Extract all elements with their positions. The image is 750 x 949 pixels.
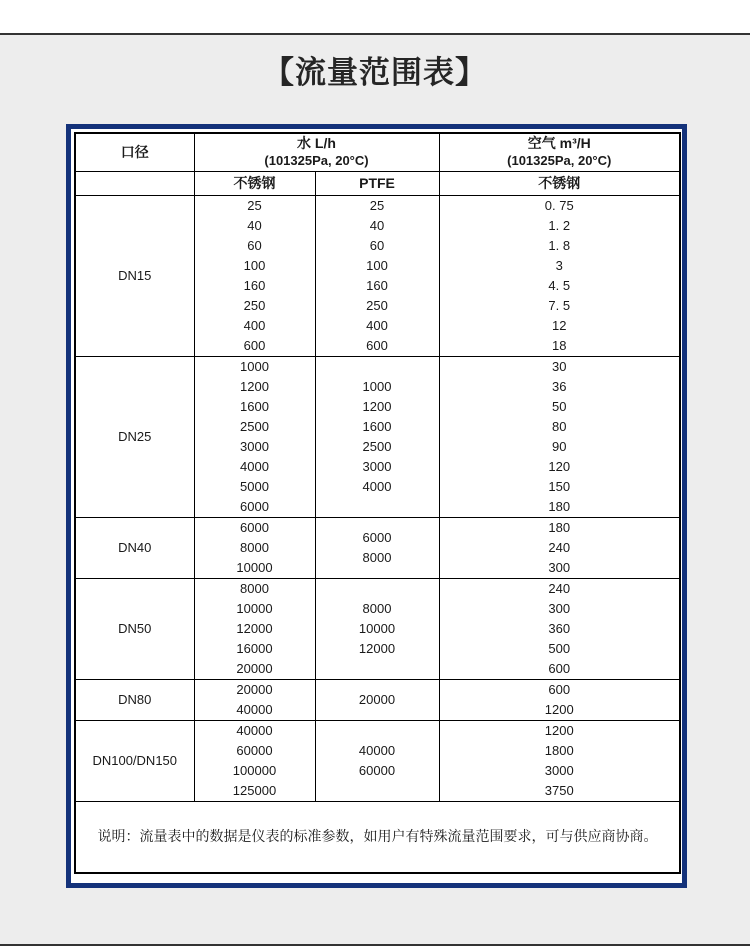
water-stainless-values-cell bbox=[194, 195, 315, 356]
table-section-row bbox=[75, 195, 680, 356]
water-stainless-values-cell bbox=[194, 356, 315, 517]
value-line: 10000 bbox=[358, 620, 396, 636]
header-water bbox=[194, 133, 439, 171]
value-line: 250 bbox=[243, 297, 266, 313]
value-line: 25 bbox=[247, 197, 262, 213]
value-line: 7. 5 bbox=[548, 297, 571, 313]
table-section-row bbox=[75, 578, 680, 679]
value-line: 100 bbox=[366, 257, 388, 273]
value-line: 50 bbox=[552, 398, 567, 414]
value-line: 1000 bbox=[240, 358, 269, 374]
value-line: 3 bbox=[555, 257, 563, 273]
diameter-cell: DN100/DN150 bbox=[75, 720, 194, 801]
value-line: 90 bbox=[552, 438, 567, 454]
value-line: 600 bbox=[548, 660, 571, 676]
value-line: 3000 bbox=[362, 458, 392, 474]
bottom-divider-rule bbox=[0, 944, 750, 946]
value-line: 80 bbox=[552, 418, 567, 434]
water-ptfe-values-cell bbox=[315, 356, 439, 517]
value-line: 4000 bbox=[240, 458, 269, 474]
value-line: 3000 bbox=[544, 762, 574, 778]
water-ptfe-values-cell bbox=[315, 517, 439, 578]
value-line: 10000 bbox=[236, 559, 273, 575]
diameter-cell: DN50 bbox=[75, 578, 194, 679]
air-stainless-values-cell bbox=[439, 720, 680, 801]
value-line: 40000 bbox=[358, 742, 396, 758]
water-stainless-values-cell bbox=[194, 578, 315, 679]
value-line: 600 bbox=[548, 681, 571, 697]
flow-table-body bbox=[75, 195, 680, 801]
value-line: 1800 bbox=[544, 742, 574, 758]
header-air-conditions: (101325Pa, 20°C) bbox=[507, 153, 612, 169]
value-line: 1600 bbox=[362, 418, 392, 434]
header-diameter bbox=[75, 133, 194, 171]
value-line: 40 bbox=[247, 217, 262, 233]
subheader-water-stainless: 不锈钢 bbox=[194, 171, 315, 195]
value-line: 100000 bbox=[232, 762, 277, 778]
air-stainless-values-cell bbox=[439, 578, 680, 679]
value-line: 100 bbox=[243, 257, 266, 273]
value-line: 120 bbox=[548, 458, 571, 474]
value-line: 8000 bbox=[362, 600, 392, 616]
note-row bbox=[75, 801, 680, 873]
air-stainless-values-cell bbox=[439, 195, 680, 356]
table-section-row bbox=[75, 356, 680, 517]
subheader-empty bbox=[75, 171, 194, 195]
value-line: 400 bbox=[366, 317, 388, 333]
flow-range-table-frame bbox=[66, 124, 687, 888]
value-line: 6000 bbox=[362, 529, 392, 545]
value-line: 2500 bbox=[362, 438, 392, 454]
value-line: 12000 bbox=[236, 620, 273, 636]
value-line: 160 bbox=[243, 277, 266, 293]
value-line: 300 bbox=[548, 600, 571, 616]
value-line: 3750 bbox=[544, 782, 574, 798]
value-line: 3000 bbox=[240, 438, 269, 454]
value-line: 25 bbox=[369, 197, 385, 213]
water-ptfe-values-cell bbox=[315, 720, 439, 801]
header-water-unit: 水 L/h bbox=[297, 135, 336, 152]
value-line: 180 bbox=[548, 519, 571, 535]
header-row-materials bbox=[75, 171, 680, 195]
table-section-row bbox=[75, 517, 680, 578]
value-line: 240 bbox=[548, 580, 571, 596]
value-line: 8000 bbox=[240, 580, 269, 596]
value-line: 4000 bbox=[362, 478, 392, 494]
value-line: 1. 2 bbox=[548, 217, 571, 233]
water-ptfe-values-cell bbox=[315, 195, 439, 356]
value-line: 1. 8 bbox=[548, 237, 571, 253]
value-line: 2500 bbox=[240, 418, 269, 434]
value-line: 60 bbox=[369, 237, 385, 253]
value-line: 16000 bbox=[236, 640, 273, 656]
value-line: 1000 bbox=[362, 378, 392, 394]
value-line: 40 bbox=[369, 217, 385, 233]
water-ptfe-values-cell bbox=[315, 578, 439, 679]
air-stainless-values-cell bbox=[439, 356, 680, 517]
value-line: 6000 bbox=[240, 498, 269, 514]
value-line: 160 bbox=[366, 277, 388, 293]
air-stainless-values-cell bbox=[439, 679, 680, 720]
value-line: 0. 75 bbox=[544, 197, 574, 213]
diameter-cell: DN40 bbox=[75, 517, 194, 578]
value-line: 8000 bbox=[240, 539, 269, 555]
value-line: 40000 bbox=[236, 701, 273, 717]
table-section-row bbox=[75, 679, 680, 720]
value-line: 300 bbox=[548, 559, 571, 575]
value-line: 20000 bbox=[236, 660, 273, 676]
value-line: 10000 bbox=[236, 600, 273, 616]
value-line bbox=[316, 579, 439, 599]
value-line: 1200 bbox=[362, 398, 392, 414]
table-section-row bbox=[75, 720, 680, 801]
value-line bbox=[316, 781, 439, 801]
value-line: 36 bbox=[552, 378, 567, 394]
value-line: 6000 bbox=[240, 519, 269, 535]
value-line: 60000 bbox=[358, 762, 396, 778]
value-line: 125000 bbox=[232, 782, 277, 798]
diameter-cell: DN80 bbox=[75, 679, 194, 720]
value-line: 180 bbox=[548, 498, 571, 514]
flow-range-table bbox=[74, 132, 681, 874]
diameter-cell: DN25 bbox=[75, 356, 194, 517]
value-line: 18 bbox=[552, 337, 567, 353]
diameter-cell: DN15 bbox=[75, 195, 194, 356]
header-air-unit: 空气 m³/H bbox=[527, 135, 591, 152]
value-line: 12 bbox=[552, 317, 567, 333]
value-line: 600 bbox=[243, 337, 266, 353]
value-line: 1200 bbox=[544, 722, 574, 738]
value-line: 1200 bbox=[544, 701, 574, 717]
value-line: 500 bbox=[548, 640, 571, 656]
value-line: 1200 bbox=[240, 378, 269, 394]
air-stainless-values-cell bbox=[439, 517, 680, 578]
value-line: 30 bbox=[552, 358, 567, 374]
header-row-main bbox=[75, 133, 680, 171]
value-line: 12000 bbox=[358, 640, 396, 656]
value-line: 40000 bbox=[236, 722, 273, 738]
page-title: 【流量范围表】 bbox=[263, 55, 487, 90]
value-line: 8000 bbox=[362, 549, 392, 565]
water-stainless-values-cell bbox=[194, 517, 315, 578]
subheader-air-stainless: 不锈钢 bbox=[439, 171, 680, 195]
water-stainless-values-cell bbox=[194, 679, 315, 720]
value-line: 1600 bbox=[240, 398, 269, 414]
water-ptfe-values-cell bbox=[315, 679, 439, 720]
value-line: 60000 bbox=[236, 742, 273, 758]
header-water-conditions: (101325Pa, 20°C) bbox=[264, 153, 369, 169]
value-line bbox=[316, 659, 439, 679]
value-line bbox=[316, 721, 439, 741]
table-note: 说明：流量表中的数据是仪表的标准参数，如用户有特殊流量范围要求，可与供应商协商。 bbox=[75, 801, 680, 873]
top-white-band bbox=[0, 0, 750, 33]
value-line: 4. 5 bbox=[548, 277, 571, 293]
header-air bbox=[439, 133, 680, 171]
value-line: 150 bbox=[548, 478, 571, 494]
value-line: 600 bbox=[366, 337, 388, 353]
water-stainless-values-cell bbox=[194, 720, 315, 801]
value-line: 5000 bbox=[240, 478, 269, 494]
value-line: 60 bbox=[247, 237, 262, 253]
value-line bbox=[316, 357, 439, 377]
value-line: 400 bbox=[243, 317, 266, 333]
header-diameter-label: 口径 bbox=[120, 143, 149, 160]
value-line: 20000 bbox=[358, 691, 396, 707]
subheader-water-ptfe: PTFE bbox=[315, 171, 439, 195]
value-line: 20000 bbox=[236, 681, 273, 697]
page-section bbox=[0, 35, 750, 944]
value-line bbox=[316, 497, 439, 517]
value-line: 360 bbox=[548, 620, 571, 636]
value-line: 240 bbox=[548, 539, 571, 555]
value-line: 250 bbox=[366, 297, 388, 313]
